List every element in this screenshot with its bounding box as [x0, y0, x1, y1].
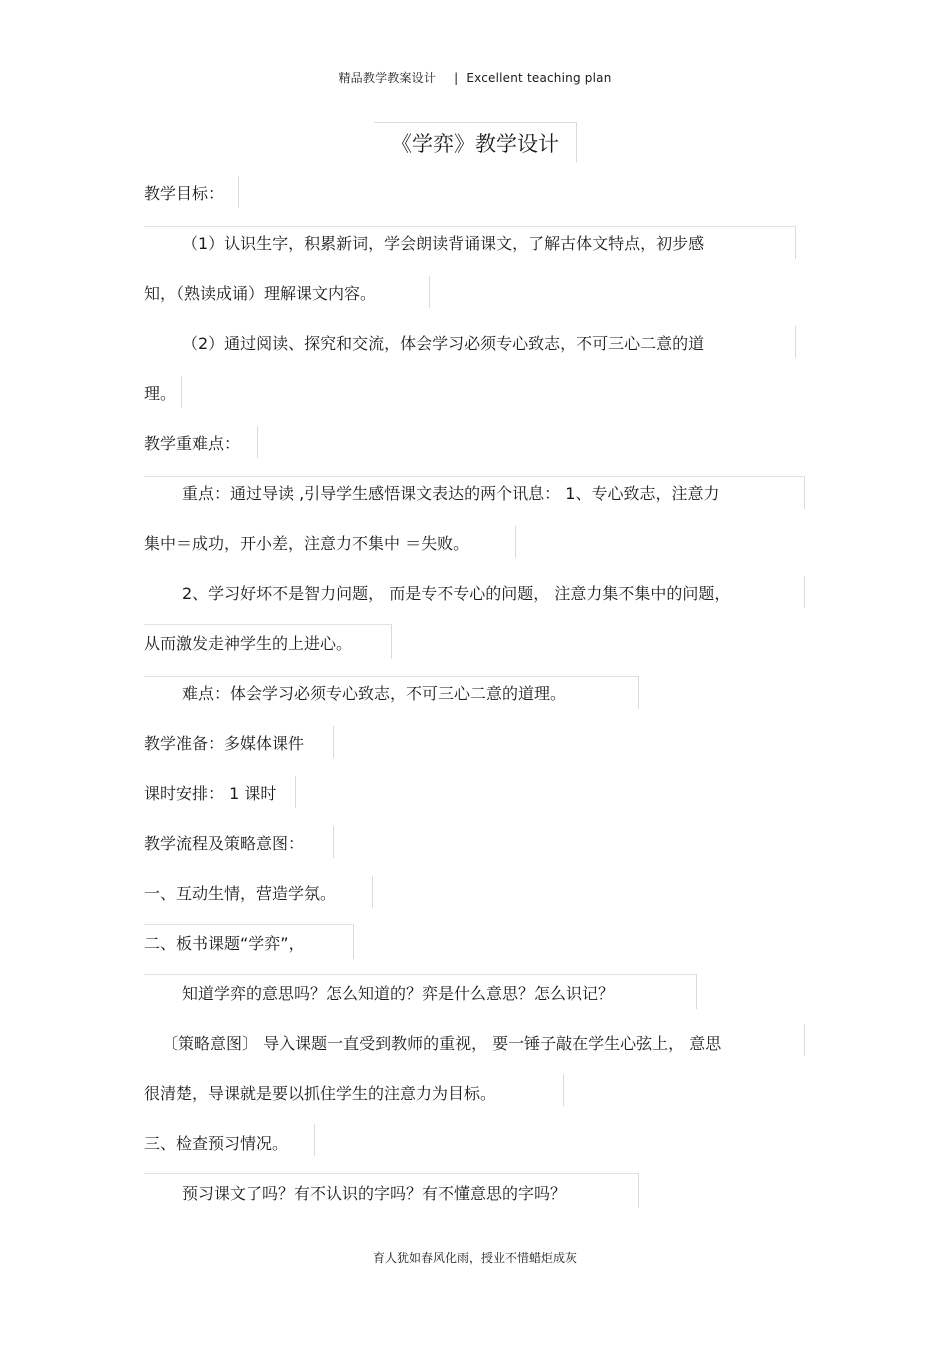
- header-separator: |: [454, 71, 459, 85]
- preparation-line: 教学准备：多媒体课件: [144, 734, 305, 753]
- page-footer: 育人犹如春风化雨，授业不惜蜡炬成灰: [372, 1251, 577, 1265]
- header-right-text: Excellent teaching plan: [466, 71, 612, 85]
- objective-1-line-2: 知，（熟读成诵）理解课文内容。: [144, 284, 377, 303]
- schedule-line: 课时安排： 1 课时: [144, 784, 277, 803]
- key-point-line-3: 2、学习好坏不是智力问题， 而是专不专心的问题， 注意力集不集中的问题，: [182, 584, 731, 603]
- section-heading-flow: 教学流程及策略意图：: [144, 834, 305, 853]
- step-3-question: 预习课文了吗？有不认识的字吗？有不懂意思的字吗？: [182, 1184, 567, 1203]
- section-heading-objectives: 教学目标：: [144, 184, 225, 203]
- step-2-question: 知道学弈的意思吗？怎么知道的？弈是什么意思？怎么识记？: [182, 984, 615, 1003]
- objective-2-line-1: （2）通过阅读、探究和交流，体会学习必须专心致志，不可三心二意的道: [182, 334, 705, 353]
- difficulty-line: 难点：体会学习必须专心致志，不可三心二意的道理。: [182, 684, 567, 703]
- objective-2-line-2: 理。: [144, 384, 177, 403]
- section-heading-key-points: 教学重难点：: [144, 434, 241, 453]
- step-1-heading: 一、互动生情，营造学氛。: [144, 884, 337, 903]
- strategy-note-line-1: 〔策略意图〕 导入课题一直受到教师的重视， 要一锤子敲在学生心弦上， 意思: [162, 1034, 722, 1053]
- step-3-heading: 三、检查预习情况。: [144, 1134, 289, 1153]
- key-point-line-2: 集中＝成功，开小差，注意力不集中 ＝失败。: [144, 534, 470, 553]
- key-point-line-1: 重点：通过导读 ,引导学生感悟课文表达的两个讯息： 1、专心致志，注意力: [182, 484, 720, 503]
- header-left-text: 精品教学教案设计: [338, 71, 437, 85]
- strategy-note-line-2: 很清楚，导课就是要以抓住学生的注意力为目标。: [144, 1084, 497, 1103]
- key-point-line-4: 从而激发走神学生的上进心。: [144, 634, 353, 653]
- objective-1-line-1: （1）认识生字，积累新词，学会朗读背诵课文，了解古体文特点，初步感: [182, 234, 705, 253]
- step-2-heading: 二、板书课题“学弈”，: [144, 934, 305, 953]
- document-title: 《学弈》教学设计: [391, 132, 559, 156]
- page-header: [0, 69, 950, 86]
